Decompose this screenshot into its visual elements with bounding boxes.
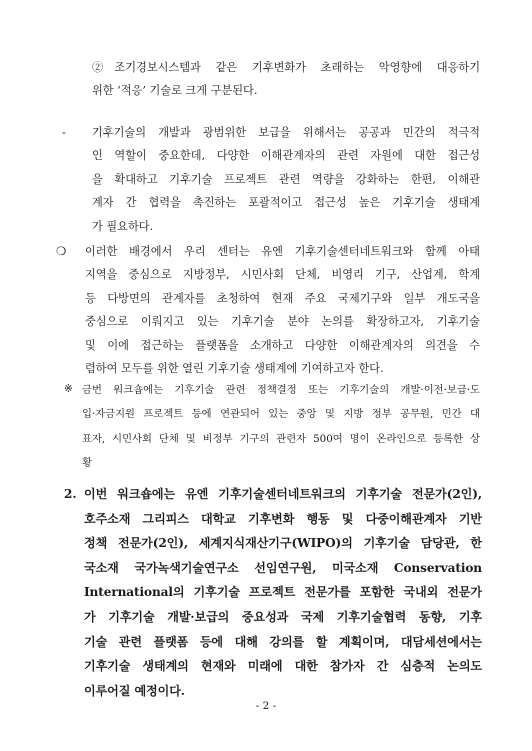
text-line: 지역을 중심으로 지방정부, 시민사회 단체, 비영리 기구, 산업계, 학계: [85, 268, 480, 282]
text-line: 금번 워크숍에는 기후기술 관련 정책결정 또는 기후기술의 개발·이전·보급·도: [82, 384, 480, 396]
text-line: 입·자금지원 프로젝트 등에 연관되어 있는 중앙 및 지방 정부 공무원, 민간 대: [82, 408, 480, 421]
text-line: 렴하여 모두를 위한 열린 기후기술 생태계에 기여하고자 한다.: [85, 362, 384, 376]
text-line: 가 기후기술 개발·보급의 중요성과 국제 기후기술협력 동향, 기후: [84, 609, 482, 624]
text-line: 이러한 배경에서 우리 센터는 유엔 기후기술센터네트워크와 함께 아태: [85, 245, 480, 258]
text-line: 계자 간 협력을 촉진하는 포괄적이고 접근성 높은 기후기술 생태계: [92, 196, 480, 210]
dash-bullet: -: [62, 125, 66, 139]
text-line: 표자, 시민사회 단체 및 비정부 기구의 관련자 500여 명이 온라인으로 등록한 상: [82, 432, 480, 445]
note-paragraph: [82, 378, 480, 475]
text-line: 중심으로 이뤄지고 있는 기후기술 분야 논의를 확장하고자, 기후기술: [85, 315, 480, 329]
text-line: 위한 ‘적응’ 기술로 크게 구분된다.: [92, 84, 258, 98]
circle-paragraph: [85, 240, 480, 380]
text-line: 가 필요하다.: [92, 219, 154, 233]
text-line: 인 역할이 중요한데, 다양한 이해관계자의 관련 자원에 대한 접근성: [92, 149, 480, 163]
text-line: 등 다방면의 관계자를 초청하여 현재 주요 국제기구와 일부 개도국을: [85, 291, 480, 305]
note-marker: ※: [64, 383, 73, 395]
text-line: 호주소재 그리피스 대학교 기후변화 행동 및 다중이해관계자 기반: [84, 511, 482, 526]
page-number: - 2 -: [255, 700, 277, 712]
text-line: ②조기경보시스템과 같은 기후변화가 초래하는 악영향에 대응하기: [92, 61, 480, 74]
text-line: 이번 워크숍에는 유엔 기후기술센터네트워크의 기후기술 전문가(2인),: [84, 487, 482, 501]
dash-paragraph: [92, 121, 480, 238]
paragraph-continuation: [92, 56, 480, 103]
text-line: 기술 관련 플랫폼 등에 대해 강의를 할 계획이며, 대담세션에서는: [84, 634, 482, 649]
text-line: 이루어질 예정이다.: [84, 683, 185, 698]
text-line: 기후기술의 개발과 광범위한 보급을 위해서는 공공과 민간의 적극적: [92, 126, 480, 139]
text-line: 국소재 국가녹색기술연구소 선임연구원, 미국소재 Conservation: [84, 560, 482, 575]
section-number: 2.: [64, 487, 77, 501]
text-line: 을 확대하고 기후기술 프로젝트 관련 역량을 강화하는 한편, 이해관: [92, 172, 480, 186]
text-line: 황: [82, 456, 92, 469]
circle-bullet: ❍: [56, 244, 67, 258]
section-2-paragraph: [84, 482, 482, 703]
text-line: 및 이에 접근하는 플랫폼을 소개하고 다양한 이해관계자의 의견을 수: [85, 338, 480, 352]
text-line: International의 기후기술 프로젝트 전문가를 포함한 국내외 전문가: [84, 585, 482, 600]
text-line: 기후기술 생태계의 현재와 미래에 대한 참가자 간 심층적 논의도: [84, 659, 482, 674]
text-line: 정책 전문가(2인), 세계지식재산기구(WIPO)의 기후기술 담당관, 한: [84, 536, 482, 551]
